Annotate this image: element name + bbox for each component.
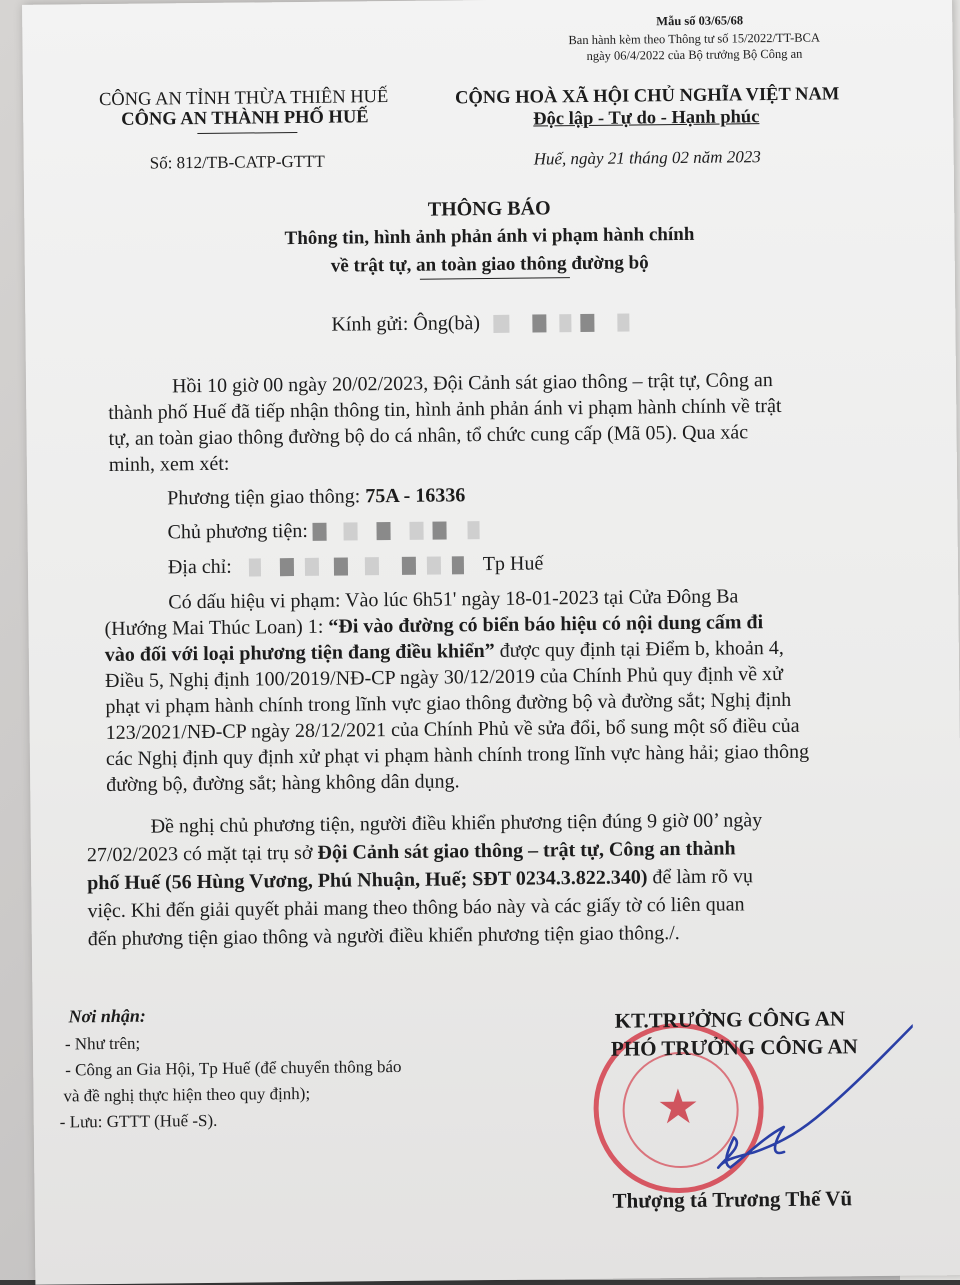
redacted-name-part [580, 314, 594, 332]
vehicle-plate: 75A - 16336 [365, 484, 466, 508]
document-page [22, 0, 960, 1285]
request-line3 [87, 865, 753, 895]
doc-subtitle-2: về trật tự, an toàn giao thông đường bộ [330, 252, 649, 277]
signer-name: Thượng tá Trương Thế Vũ [612, 1186, 853, 1213]
recipients-item-3: - Lưu: GTTT (Huế -S). [59, 1110, 218, 1132]
violation-description-cont: vào đối với loại phương tiện đang điều khiển” [104, 639, 495, 667]
motto: Độc lập - Tự do - Hạnh phúc [533, 107, 760, 130]
redacted-address-part [452, 557, 464, 575]
document-number: Số: 812/TB-CATP-GTTT [149, 151, 325, 173]
country-name: CỘNG HOÀ XÃ HỘI CHỦ NGHĨA VIỆT NAM [454, 84, 840, 109]
para1-line1: Hồi 10 giờ 00 ngày 20/02/2023, Đội Cảnh sát giao thông – trật tự, Công an [171, 369, 773, 398]
redacted-address-part [334, 558, 348, 576]
address-city: Tp Huế [482, 552, 544, 576]
violation-line8: đường bộ, đường sắt; hàng không dân dụng. [106, 770, 460, 797]
recipient-label: Kính gửi: Ông(bà) [331, 312, 481, 336]
request-purpose: để làm rõ vụ [647, 865, 754, 889]
violation-line3 [105, 637, 784, 667]
violation-line5: phạt vi phạm hành chính trong lĩnh vực giao thông đường bộ và đường sắt; Nghị định [105, 688, 792, 719]
violation-legal-ref: được quy định tại Điểm b, khoản 4, [494, 636, 784, 662]
request-line2 [87, 837, 736, 867]
redacted-address-part [427, 557, 441, 575]
violation-line2 [104, 611, 763, 641]
star-icon: ★ [656, 1080, 700, 1135]
para1-line3: tự, an toàn giao thông đường bộ do cá nhân, tổ chức cung cấp (Mã 05). Qua xác [108, 421, 749, 450]
address-label: Địa chỉ: [167, 555, 232, 579]
vehicle-label: Phương tiện giao thông: [167, 485, 361, 510]
recipients-item-1: - Như trên; [64, 1033, 141, 1054]
org-underline [197, 132, 297, 134]
form-ref-number: Mẫu số 03/65/68 [656, 13, 744, 29]
violation-line1: Có dấu hiệu vi phạm: Vào lúc 6h51' ngày 18-01-2023 tại Cửa Đông Ba [168, 585, 739, 614]
recipients-title: Nơi nhận: [68, 1005, 146, 1027]
signature-title-2: PHÓ TRƯỞNG CÔNG AN [610, 1034, 858, 1061]
request-line4: việc. Khi đến giải quyết phải mang theo thông báo này và các giấy tờ có liên quan [87, 893, 745, 923]
redacted-address-part [280, 558, 294, 576]
owner-line [167, 518, 480, 544]
violation-line4: Điều 5, Nghị định 100/2019/NĐ-CP ngày 30/12/2019 của Chính Phủ quy định về xử [104, 662, 784, 693]
form-ref-date: ngày 06/4/2022 của Bộ trưởng Bộ Công an [586, 46, 803, 63]
redacted-address-part [365, 558, 379, 576]
redacted-owner [313, 523, 327, 541]
request-date: 27/02/2023 có mặt tại trụ sở [86, 841, 318, 867]
violation-description: “Đi vào đường có biển báo hiệu có nội dung cấm đi [328, 611, 764, 638]
doc-subtitle-1: Thông tin, hình ảnh phản ánh vi phạm hành chính [284, 223, 695, 250]
recipients-item-2: - Công an Gia Hội, Tp Huế (để chuyển thông báo [65, 1056, 402, 1080]
form-ref-circular: Ban hành kèm theo Thông tư số 15/2022/TT-BCA [568, 30, 821, 48]
vehicle-line [167, 484, 465, 510]
violation-location: (Hướng Mai Thúc Loan) 1: [104, 615, 329, 641]
redacted-owner-part [410, 522, 424, 540]
redacted-owner-part [377, 522, 391, 540]
redacted-address-part [305, 558, 319, 576]
title-underline [420, 277, 570, 280]
redacted-owner-part [344, 523, 358, 541]
request-line1: Đề nghị chủ phương tiện, người điều khiển phương tiện đúng 9 giờ 00’ ngày [150, 809, 763, 838]
owner-label: Chủ phương tiện: [167, 519, 308, 544]
redacted-name-part [559, 315, 571, 333]
redacted-address-part [402, 557, 416, 575]
redacted-name [493, 315, 509, 333]
redacted-address [249, 559, 261, 577]
request-line5: đến phương tiện giao thông và người điều khiển phương tiện giao thông./. [87, 922, 680, 951]
recipient-line [331, 311, 629, 337]
para1-line2: thành phố Huế đã tiếp nhận thông tin, hình ảnh phản ánh vi phạm hành chính về trật [108, 394, 782, 424]
redacted-owner-part [468, 522, 480, 540]
para1-line4: minh, xem xét: [108, 452, 230, 476]
redacted-owner-part [433, 522, 447, 540]
recipients-item-2-cont: và đề nghị thực hiện theo quy định); [63, 1083, 311, 1106]
org-parent: CÔNG AN TỈNH THỪA THIÊN HUẾ [98, 87, 389, 111]
place-date: Huế, ngày 21 tháng 02 năm 2023 [533, 147, 761, 169]
redacted-name-part [617, 314, 629, 332]
redacted-name-part [532, 315, 546, 333]
org-name: CÔNG AN THÀNH PHỐ HUẾ [121, 107, 369, 130]
address-line [168, 552, 544, 579]
doc-title: THÔNG BÁO [427, 197, 551, 221]
request-office-address: phố Huế (56 Hùng Vương, Phú Nhuận, Huế; SĐT 0234.3.822.340) [87, 866, 648, 895]
violation-line7: các Nghị định quy định xử phạt vi phạm hành chính trong lĩnh vực hàng hải; giao thông [105, 740, 810, 771]
handwritten-signature [633, 1016, 915, 1189]
request-office: Đội Cảnh sát giao thông – trật tự, Công an thành [317, 837, 736, 864]
violation-line6: 123/2021/NĐ-CP ngày 28/12/2021 của Chính Phủ về sửa đổi, bổ sung một số điều của [105, 714, 800, 745]
signature-title-1: KT.TRƯỞNG CÔNG AN [614, 1006, 846, 1033]
